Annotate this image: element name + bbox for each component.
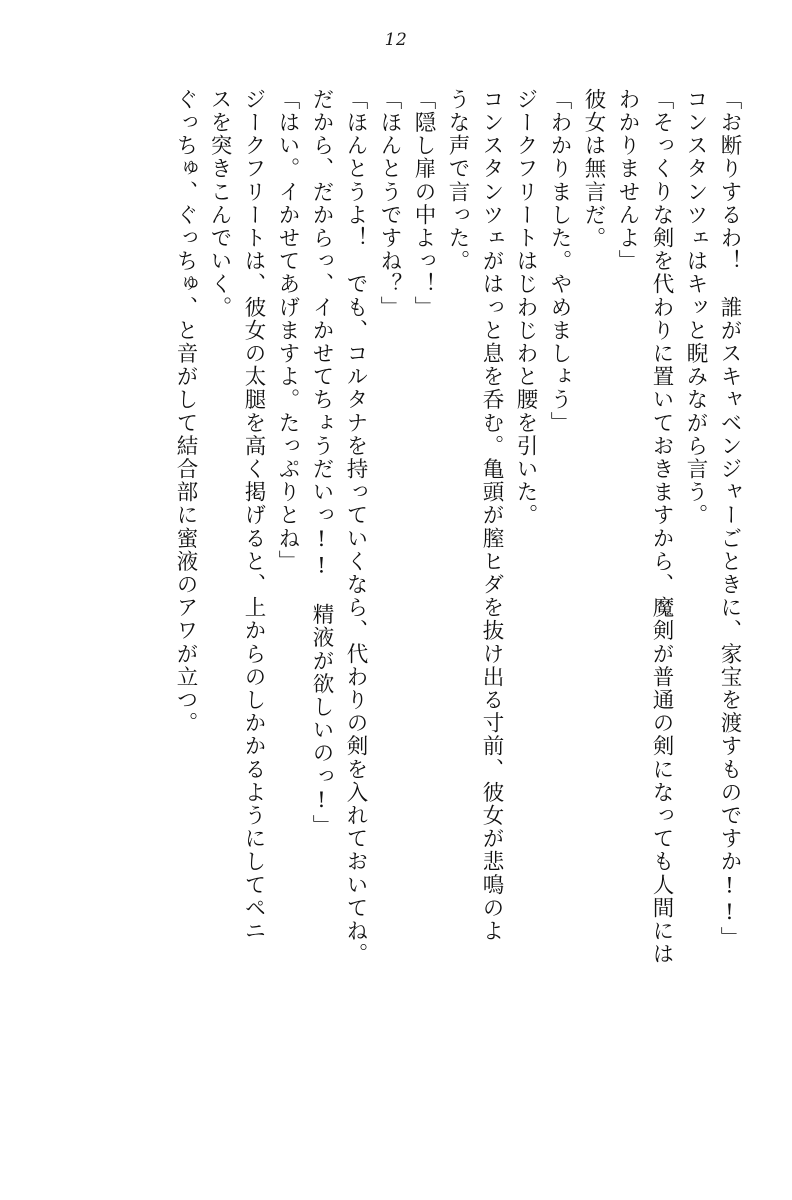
text-column: コンスタンツェがはっと息を呑む。亀頭が膣ヒダを抜け出る寸前、彼女が悲鳴のよ xyxy=(479,88,504,943)
vertical-text-body xyxy=(52,88,740,1148)
text-column: わかりませんよ」 xyxy=(615,88,640,273)
text-column: 「お断りするわ！ 誰がスキャベンジャーごときに、家宝を渡すものですか!!」 xyxy=(717,88,742,950)
text-column: 「わかりました。やめましょう」 xyxy=(547,88,572,435)
text-column: コンスタンツェはキッと睨みながら言う。 xyxy=(683,88,708,527)
text-column: ぐっちゅ、ぐっちゅ、と音がして結合部に蜜液のアワが立つ。 xyxy=(173,88,198,735)
text-column: 彼女は無言だ。 xyxy=(581,88,606,250)
text-column: スを突きこんでいく。 xyxy=(207,88,232,319)
text-column: 「そっくりな剣を代わりに置いておきますから、魔剣が普通の剣になっても人間には xyxy=(649,88,674,966)
text-column: 「隠し扉の中よっ！」 xyxy=(411,88,436,319)
page-number: 12 xyxy=(384,30,408,50)
text-column: うな声で言った。 xyxy=(445,88,470,273)
text-column: ジークフリートは、彼女の太腿を高く掲げると、上からのしかかるようにしてペニ xyxy=(241,88,266,943)
text-column: 「ほんとうよ！ でも、コルタナを持っていくなら、代わりの剣を入れておいてね。 xyxy=(343,88,368,966)
text-column: 「はい。イかせてあげますよ。たっぷりとね」 xyxy=(275,88,300,574)
text-column: 「ほんとうですね？」 xyxy=(377,88,402,319)
text-column: だから、だからっ、イかせてちょうだいっ!! 精液が欲しいのっ!」 xyxy=(309,88,334,838)
text-column: ジークフリートはじわじわと腰を引いた。 xyxy=(513,88,538,527)
